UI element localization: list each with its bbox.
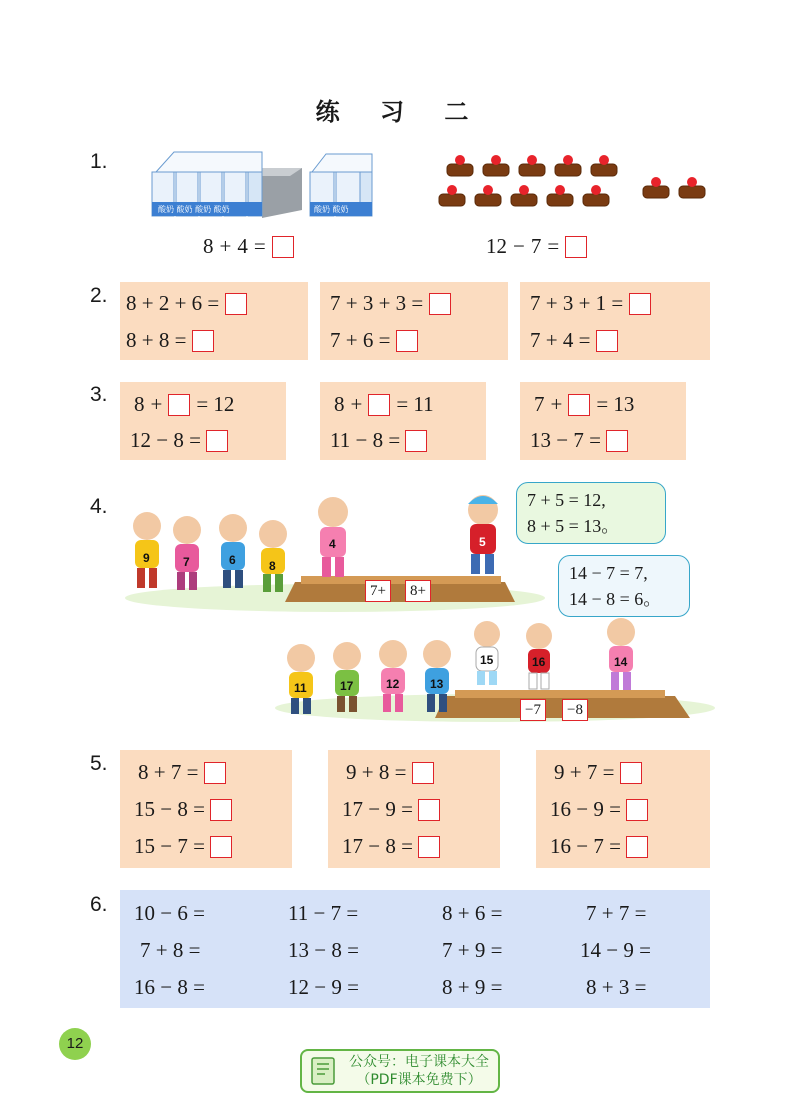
q1-left-a: 8 [203,234,214,258]
watermark-line: 公众号：电子课本大全 [349,1054,489,1070]
answer-box[interactable] [626,836,648,858]
q1-left-b: 4 [237,234,248,258]
equation-text: = 11 [396,392,434,416]
equation-text: 7 + 8 = [140,938,201,962]
question-number-5: 5. [90,752,108,775]
equation-text: 12 − 8 = [130,428,201,452]
watermark-line: （PDF课本免费下） [356,1072,482,1088]
answer-box[interactable] [418,799,440,821]
q3-panel-2 [320,382,486,460]
q1-right-eq: = [547,234,560,258]
cakes-illustration [435,150,715,212]
q1-left-eq: = [253,234,266,258]
q5-panel-1 [120,750,292,868]
equation-text: 16 − 7 = [550,834,621,858]
equation-text: 9 + 7 = [554,760,615,784]
equation-text: 7 + 6 = [330,328,391,352]
equation-text: 13 − 7 = [530,428,601,452]
equation-text: 17 − 8 = [342,834,413,858]
kid-label: 5 [479,535,486,549]
kid-label: 6 [229,553,236,567]
q6-panel [120,890,710,1008]
answer-box[interactable] [272,236,294,258]
q2-panel-3 [520,282,710,360]
answer-box[interactable] [418,836,440,858]
bubble-line: 14 − 8 = 6。 [569,589,662,609]
equation-text: 17 − 9 = [342,797,413,821]
page-number: 12 [59,1028,91,1060]
answer-box[interactable] [626,799,648,821]
answer-box[interactable] [405,430,427,452]
answer-box[interactable] [629,293,651,315]
equation-text: = 12 [196,392,235,416]
equation-text: 8 + 3 = [586,975,647,999]
answer-box[interactable] [396,330,418,352]
bubble-line: 14 − 7 = 7, [569,563,648,583]
page-title: 练 习 二 [315,98,485,126]
q3-panel-1 [120,382,286,460]
kid-label: 4 [329,537,336,551]
equation-text: 10 − 6 = [134,901,205,925]
op: + [350,392,363,416]
answer-box[interactable] [210,799,232,821]
equation-text: 7 + 3 + 3 = [330,291,424,315]
q5-panel-3 [536,750,710,868]
q1-left-equation [203,234,294,259]
answer-box[interactable] [565,236,587,258]
kid-label: 8 [269,559,276,573]
question-number-3: 3. [90,383,108,406]
answer-box[interactable] [204,762,226,784]
kid-label: 9 [143,551,150,565]
bubble-line: 7 + 5 = 12, [527,490,606,510]
kid-label: 14 [614,655,628,669]
beam-tag: −7 [520,699,546,721]
q1-left-op: + [219,234,232,258]
watermark-badge [300,1049,500,1093]
yogurt-cartons-illustration [150,148,380,222]
q2-panel-1 [120,282,308,360]
book-icon [310,1056,338,1086]
equation-text: 12 − 9 = [288,975,359,999]
answer-box[interactable] [568,394,590,416]
kid-label: 15 [480,653,494,667]
answer-box[interactable] [368,394,390,416]
equation-text: 8 + 9 = [442,975,503,999]
kid-label: 13 [430,677,444,691]
equation-text: = 13 [596,392,635,416]
equation-text: 11 − 8 = [330,428,401,452]
equation-text: 16 − 9 = [550,797,621,821]
equation-text: 8 + 2 + 6 = [126,291,220,315]
beam-tag: 7+ [365,580,391,602]
equation-text: 8 [334,392,345,416]
answer-box[interactable] [412,762,434,784]
answer-box[interactable] [620,762,642,784]
answer-box[interactable] [606,430,628,452]
equation-text: 8 [134,392,145,416]
q1-right-op: − [513,234,525,258]
kid-label: 7 [183,555,190,569]
q5-panel-2 [328,750,500,868]
equation-text: 7 + 7 = [586,901,647,925]
watermark-text [344,1053,494,1089]
equation-text: 9 + 8 = [346,760,407,784]
kid-label: 11 [294,681,307,695]
q1-right-equation [486,234,587,259]
q1-right-b: 7 [530,234,542,258]
equation-text: 8 + 8 = [126,328,187,352]
speech-bubble-addition [516,482,666,544]
equation-text: 13 − 8 = [288,938,359,962]
beam-tag: 8+ [405,580,431,602]
answer-box[interactable] [596,330,618,352]
speech-bubble-subtraction [558,555,690,617]
kid-label: 17 [340,679,354,693]
q1-right-a: 12 [486,234,507,258]
answer-box[interactable] [429,293,451,315]
equation-text: 7 [534,392,545,416]
kid-label: 16 [532,655,546,669]
beam-tag: −8 [562,699,588,721]
answer-box[interactable] [210,836,232,858]
equation-text: 8 + 6 = [442,901,503,925]
equation-text: 7 + 9 = [442,938,503,962]
question-number-2: 2. [90,284,108,307]
q2-panel-2 [320,282,508,360]
equation-text: 11 − 7 = [288,901,359,925]
equation-text: 15 − 8 = [134,797,205,821]
bubble-line: 8 + 5 = 13。 [527,516,620,536]
equation-text: 14 − 9 = [580,938,651,962]
equation-text: 7 + 4 = [530,328,591,352]
op: + [150,392,163,416]
equation-text: 16 − 8 = [134,975,205,999]
svg-text:酸奶 酸奶: 酸奶 酸奶 [314,205,349,214]
answer-box[interactable] [168,394,190,416]
equation-text: 15 − 7 = [134,834,205,858]
question-number-6: 6. [90,893,108,916]
answer-box[interactable] [225,293,247,315]
equation-text: 8 + 7 = [138,760,199,784]
svg-text:酸奶 酸奶 酸奶 酸奶: 酸奶 酸奶 酸奶 酸奶 [158,205,230,214]
question-number-1: 1. [90,150,108,173]
answer-box[interactable] [192,330,214,352]
question-number-4: 4. [90,495,108,518]
q3-panel-3 [520,382,686,460]
kid-label: 12 [386,677,400,691]
answer-box[interactable] [206,430,228,452]
equation-text: 7 + 3 + 1 = [530,291,624,315]
op: + [550,392,563,416]
